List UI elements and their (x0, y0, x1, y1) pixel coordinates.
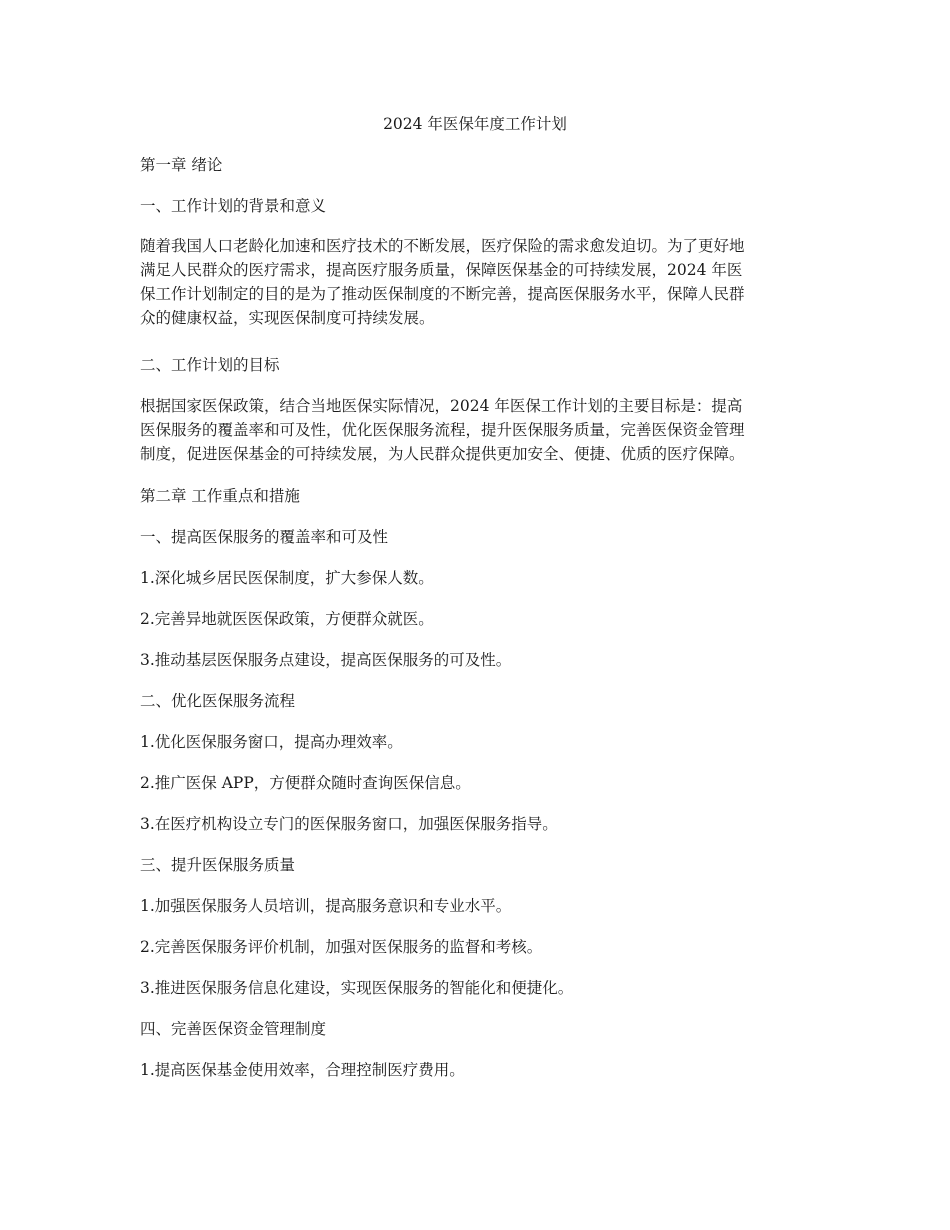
paragraph-line: 众的健康权益，实现医保制度可持续发展。 (140, 309, 435, 327)
list-item: 2.推广医保 APP，方便群众随时查询医保信息。 (140, 774, 471, 792)
chapter-heading: 第一章 绪论 (140, 156, 223, 174)
list-item: 1.深化城乡居民医保制度，扩大参保人数。 (140, 569, 434, 587)
paragraph-line: 制度，促进医保基金的可持续发展，为人民群众提供更加安全、便捷、优质的医疗保障。 (140, 445, 745, 463)
section-heading: 二、优化医保服务流程 (140, 692, 296, 710)
list-item: 1.优化医保服务窗口，提高办理效率。 (140, 733, 403, 751)
paragraph-line: 满足人民群众的医疗需求，提高医疗服务质量，保障医保基金的可持续发展，2024 年医 (140, 261, 743, 279)
list-item: 3.推动基层医保服务点建设，提高医保服务的可及性。 (140, 651, 512, 669)
section-heading: 一、提高医保服务的覆盖率和可及性 (140, 528, 389, 546)
section-heading: 一、工作计划的背景和意义 (140, 197, 327, 215)
list-item: 3.推进医保服务信息化建设，实现医保服务的智能化和便捷化。 (140, 979, 574, 997)
paragraph-line: 医保服务的覆盖率和可及性，优化医保服务流程，提升医保服务质量，完善医保资金管理 (140, 421, 745, 439)
section-heading: 三、提升医保服务质量 (140, 856, 296, 874)
paragraph-line: 随着我国人口老龄化加速和医疗技术的不断发展，医疗保险的需求愈发迫切。为了更好地 (140, 237, 745, 255)
list-item: 2.完善医保服务评价机制，加强对医保服务的监督和考核。 (140, 938, 543, 956)
chapter-heading: 第二章 工作重点和措施 (140, 487, 300, 505)
paragraph-line: 保工作计划制定的目的是为了推动医保制度的不断完善，提高医保服务水平，保障人民群 (140, 285, 745, 303)
list-item: 3.在医疗机构设立专门的医保服务窗口，加强医保服务指导。 (140, 815, 558, 833)
paragraph-goals (140, 394, 810, 466)
list-item: 1.提高医保基金使用效率，合理控制医疗费用。 (140, 1061, 465, 1079)
section-heading: 二、工作计划的目标 (140, 356, 280, 374)
list-item: 2.完善异地就医医保政策，方便群众就医。 (140, 610, 434, 628)
list-item: 1.加强医保服务人员培训，提高服务意识和专业水平。 (140, 897, 512, 915)
paragraph-background (140, 234, 810, 330)
section-heading: 四、完善医保资金管理制度 (140, 1020, 327, 1038)
document-title: 2024 年医保年度工作计划 (383, 115, 567, 133)
paragraph-line: 根据国家医保政策，结合当地医保实际情况，2024 年医保工作计划的主要目标是：提高 (140, 397, 743, 415)
